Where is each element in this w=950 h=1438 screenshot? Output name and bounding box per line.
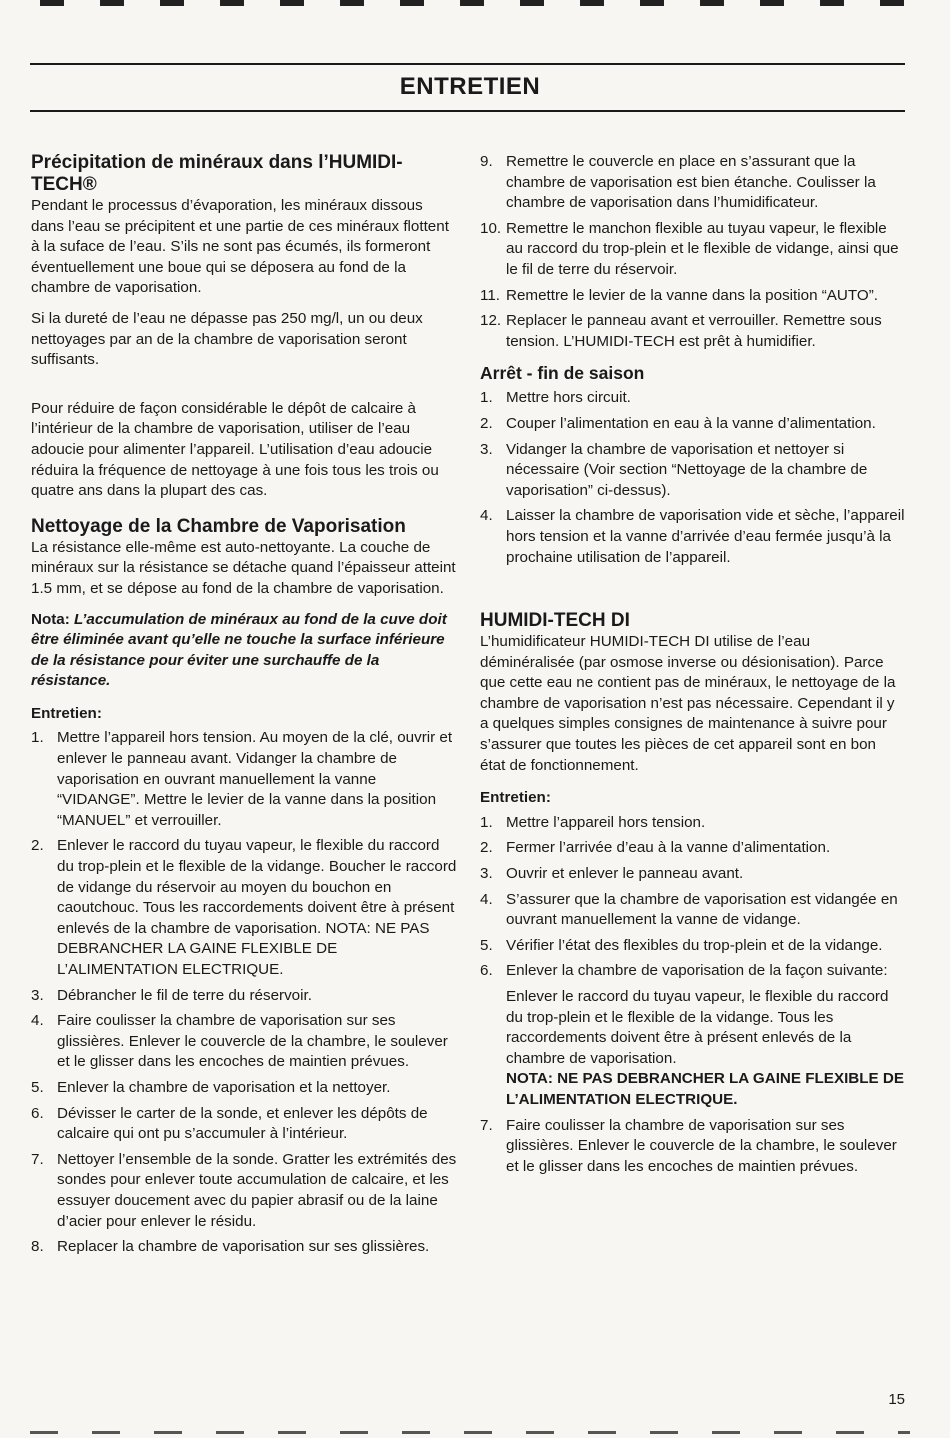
section-title-mineral-precipitation: Précipitation de minéraux dans l’HUMIDI-TECH®: [31, 152, 403, 195]
list-item: 1. Mettre hors circuit.: [480, 389, 631, 407]
nota-paragraph: [31, 610, 459, 692]
list-item: 3. Ouvrir et enlever le panneau avant.: [480, 865, 744, 883]
step6-nota: NOTA: NE PAS DEBRANCHER LA GAINE FLEXIBLE DE L’ALIMENTATION ELECTRIQUE.: [506, 1070, 904, 1108]
list-item: 12. Replacer le panneau avant et verrouiller. Remettre sous tension. L’HUMIDI-TECH est prêt à humidifier.: [480, 312, 882, 350]
list-item: 1. Mettre l’appareil hors tension. Au moyen de la clé, ouvrir et enlever le panneau avant. Vidanger la chambre de vaporisation en ouvrant manuellement la vanne “VIDANGE”. Mettre le levier de la vanne dans la position “MANUEL” et verrouiller.: [31, 729, 453, 829]
step6-detail: Enlever le raccord du tuyau vapeur, le flexible du raccord du trop-plein et le flexible de la vidange. Tous les raccordements doivent être à présent enlevés de la chambre de vaporisation.: [506, 988, 889, 1067]
paragraph: La résistance elle-même est auto-nettoyante. La couche de minéraux sur la résistance se détache quand l’épaisseur atteint 1.5 mm, et se dépose au fond de la chambre de vaporisation.: [31, 538, 456, 597]
list-item: 9. Remettre le couvercle en place en s’assurant que la chambre de vaporisation est bien étanche. Coulisser la chambre de vaporisation dans l’humidificateur.: [480, 153, 876, 212]
bottom-edge-marks: [30, 1431, 910, 1434]
nota-label: Nota:: [31, 610, 70, 628]
section-title-humidi-tech-di: HUMIDI-TECH DI: [480, 610, 630, 632]
list-item: 5. Enlever la chambre de vaporisation et la nettoyer.: [31, 1078, 391, 1096]
paragraph: Pour réduire de façon considérable le dépôt de calcaire à l’intérieur de la chambre de vaporisation, utiliser de l’eau adoucie pour alimenter l’appareil. L’utilisation d’eau adoucie réduira la fréquence de nettoyage à une fois tous les trois ou quatre ans dans la plupart des cas.: [31, 399, 439, 500]
list-item: 4. Laisser la chambre de vaporisation vide et sèche, l’appareil hors tension et la vanne d’arrivée d’eau fermée jusqu’à la prochaine utilisation de l’appareil.: [480, 507, 905, 566]
paragraph: L’humidificateur HUMIDI-TECH DI utilise de l’eau déminéralisée (par osmose inverse ou désionisation). Parce que cette eau ne contient pas de minéraux, le nettoyage de la chambre de vaporisation n’est pas nécessaire. Cependant il y a quelques simples consignes de maintenance à suivre pour s’assurer que toutes les pièces de cet appareil sont en bon état de fonctionnement.: [480, 633, 896, 774]
list-item: 2. Couper l’alimentation en eau à la vanne d’alimentation.: [480, 414, 876, 432]
list-item: 11. Remettre le levier de la vanne dans la position “AUTO”.: [480, 286, 878, 304]
section-title-end-of-season: Arrêt - fin de saison: [480, 363, 645, 384]
list-item: 4. Faire coulisser la chambre de vaporisation sur ses glissières. Enlever le couvercle de la chambre, le soulever et le glisser dans les encoches de maintien prévues.: [31, 1012, 448, 1071]
list-item: 8. Replacer la chambre de vaporisation sur ses glissières.: [31, 1238, 430, 1256]
list-item: 10. Remettre le manchon flexible au tuyau vapeur, le flexible au raccord du trop-plein et le flexible de vidange, ainsi que le fil de terre du réservoir.: [480, 219, 899, 278]
paragraph: Pendant le processus d’évaporation, les minéraux dissous dans l’eau se précipitent et une partie de ces minéraux flottent à la suface de l’eau. S’ils ne sont pas écumés, ils formeront éventuellement une boue qui se déposera au fond de la chambre de vaporisation.: [31, 197, 449, 297]
entretien-label: Entretien:: [480, 789, 551, 807]
di-maintenance-steps-list-cont: [480, 1116, 905, 1178]
list-item: 1. Mettre l’appareil hors tension.: [480, 813, 706, 831]
paragraph: Si la dureté de l’eau ne dépasse pas 250 mg/l, un ou deux nettoyages par an de la chambre de vaporisation seront suffisants.: [31, 309, 423, 369]
list-item: 3. Débrancher le fil de terre du réservoir.: [31, 986, 312, 1004]
end-of-season-steps-list: [480, 388, 905, 568]
list-item: 2. Fermer l’arrivée d’eau à la vanne d’alimentation.: [480, 839, 831, 857]
list-item: 4. S’assurer que la chambre de vaporisation est vidangée en ouvrant manuellement la vanne de vidange.: [480, 890, 898, 929]
section-title-chamber-cleaning: Nettoyage de la Chambre de Vaporisation: [31, 515, 406, 537]
top-edge-marks: [40, 0, 910, 6]
header-rule-top: [30, 63, 905, 65]
page-title: ENTRETIEN: [399, 73, 541, 100]
di-maintenance-steps-list: [480, 813, 905, 982]
nota-text: L’accumulation de minéraux au fond de la cuve doit être éliminée avant qu’elle ne touche la surface inférieure de la résistance pour éviter une surchauffe de la résistance.: [31, 610, 447, 690]
list-item: 5. Vérifier l’état des flexibles du trop-plein et de la vidange.: [480, 936, 883, 954]
header-rule-bottom: [30, 110, 905, 112]
entretien-label: Entretien:: [31, 704, 102, 722]
right-column: [480, 152, 905, 1182]
list-item: 7. Faire coulisser la chambre de vaporisation sur ses glissières. Enlever le couvercle de la chambre, le soulever et le glisser dans les encoches de maintien prévues.: [480, 1116, 897, 1175]
list-item: 3. Vidanger la chambre de vaporisation et nettoyer si nécessaire (Voir section “Nettoyage de la chambre de vaporisation” ci-dessus).: [480, 440, 868, 499]
list-item: 6. Dévisser le carter de la sonde, et enlever les dépôts de calcaire qui ont pu s’accumuler à l’intérieur.: [31, 1104, 428, 1143]
cleaning-steps-list: [31, 728, 459, 1257]
page-number: 15: [888, 1391, 905, 1408]
left-column: [31, 152, 459, 1263]
list-item: 2. Enlever le raccord du tuyau vapeur, le flexible du raccord du trop-plein et le flexible de la vidange. Boucher le raccord de vidange du réservoir au moyen du bouchon en caoutchouc. Tous les raccordements doivent être à présent enlevés de la chambre de vaporisation. NOTA: NE PAS DEBRANCHER LA GAINE FLEXIBLE DE L’ALIMENTATION ELECTRIQUE.: [31, 837, 457, 978]
list-item: 7. Nettoyer l’ensemble de la sonde. Gratter les extrémités des sondes pour enlever toute accumulation de calcaire, et les essuyer doucement avec du papier abrasif ou de la laine d’acier pour enlever le résidu.: [31, 1150, 457, 1230]
cleaning-steps-continued-list: [480, 152, 905, 352]
list-item: 6. Enlever la chambre de vaporisation de la façon suivante:: [480, 962, 888, 980]
